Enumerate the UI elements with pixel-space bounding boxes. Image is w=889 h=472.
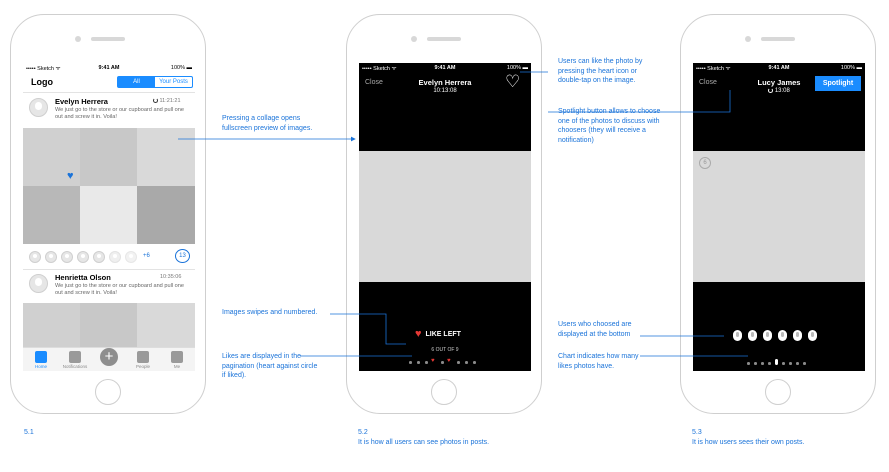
viewer-author: Lucy James xyxy=(757,78,801,87)
battery: 100% ▬ xyxy=(840,65,862,71)
liker-avatar xyxy=(77,251,89,263)
caption-5-3 xyxy=(692,428,804,447)
liker-avatar xyxy=(61,251,73,263)
page-dot[interactable] xyxy=(425,361,428,364)
chooser-avatar[interactable] xyxy=(778,330,787,341)
note-likes-pagination: Likes are displayed in the pagination (heart against circle if liked). xyxy=(222,353,318,379)
chooser-avatar[interactable] xyxy=(733,330,742,341)
post-text: We just go to the store or our cupboard and pull one out and screw it in. Voila! xyxy=(55,107,184,120)
comment-count[interactable] xyxy=(175,249,190,263)
caption-5-2-text: It is how all users can see photos in posts. xyxy=(358,438,490,446)
phone-frame-2 xyxy=(346,14,542,414)
like-left-label: LIKE LEFT xyxy=(425,331,461,338)
me-icon[interactable] xyxy=(171,351,183,363)
photo-tile[interactable] xyxy=(137,303,195,347)
battery: 100% ▬ xyxy=(170,65,192,71)
post-time: 10:35:06 xyxy=(160,274,182,280)
screen-own-post-viewer xyxy=(693,63,865,371)
photo-tile[interactable] xyxy=(137,128,195,186)
page-heart-icon[interactable]: ♥ xyxy=(447,358,451,364)
caption-5-3-number: 5.3 xyxy=(692,429,702,436)
liker-avatar xyxy=(45,251,57,263)
tab-home[interactable]: Home xyxy=(34,364,47,369)
note-collage: Pressing a collage opens fullscreen preview of images. xyxy=(222,115,313,132)
likes-chart-bar xyxy=(775,359,778,365)
viewer-author: Evelyn Herrera xyxy=(418,78,472,87)
photo-tile[interactable] xyxy=(23,303,80,347)
note-choosers: Users who choosed are displayed at the bottom xyxy=(558,321,632,338)
photo-fullscreen[interactable] xyxy=(359,151,531,282)
photo-tile[interactable] xyxy=(80,128,137,186)
liker-avatar xyxy=(29,251,41,263)
liker-avatar xyxy=(125,251,137,263)
close-button[interactable]: Close xyxy=(365,79,383,86)
speaker xyxy=(427,37,461,41)
camera xyxy=(411,36,417,42)
add-post-button[interactable]: + xyxy=(100,348,118,366)
camera xyxy=(75,36,81,42)
close-button[interactable]: Close xyxy=(699,79,717,86)
page-dot[interactable] xyxy=(465,361,468,364)
photo-fullscreen[interactable] xyxy=(693,151,865,282)
camera xyxy=(745,36,751,42)
photo-number: 6 xyxy=(703,160,707,166)
seg-all[interactable]: All xyxy=(118,77,155,87)
heart-icon[interactable]: ♥ xyxy=(67,170,74,182)
photo-tile[interactable] xyxy=(23,186,80,244)
home-button[interactable] xyxy=(765,379,791,405)
page-dot[interactable] xyxy=(409,361,412,364)
note-swipes: Images swipes and numbered. xyxy=(222,309,318,316)
likes-chart-bar xyxy=(768,362,771,365)
photo-tile[interactable] xyxy=(80,303,137,347)
chooser-avatar[interactable] xyxy=(808,330,817,341)
status-bar xyxy=(693,63,865,73)
note-like-photo: Users can like the photo by pressing the heart icon or double-tap on the image. xyxy=(558,58,643,84)
post-author[interactable]: Henrietta Olson xyxy=(55,273,111,282)
tab-people[interactable]: People xyxy=(135,364,150,369)
screen-fullscreen-viewer xyxy=(359,63,531,371)
seg-your-posts[interactable]: Your Posts xyxy=(159,79,188,85)
page-heart-icon[interactable]: ♥ xyxy=(431,358,435,364)
timer-icon xyxy=(768,88,773,93)
speaker xyxy=(761,37,795,41)
likes-chart-bar xyxy=(754,362,757,365)
caption-5-1: 5.1 xyxy=(24,429,34,436)
photo-tile[interactable] xyxy=(137,186,195,244)
carrier: ••••• Sketch ᯤ xyxy=(362,66,397,72)
clock: 9:41 AM xyxy=(434,65,456,71)
caption-5-2 xyxy=(358,428,489,447)
clock: 9:41 AM xyxy=(768,65,790,71)
avatar[interactable] xyxy=(29,98,48,117)
home-icon[interactable] xyxy=(35,351,47,363)
chooser-avatar[interactable] xyxy=(748,330,757,341)
tab-me[interactable]: Me xyxy=(173,364,181,369)
likes-chart-bar xyxy=(803,362,806,365)
choosers-row[interactable] xyxy=(693,329,865,343)
post-author[interactable]: Evelyn Herrera xyxy=(55,97,108,106)
screen-feed xyxy=(23,63,195,371)
segmented-control xyxy=(117,76,193,88)
notifications-icon[interactable] xyxy=(69,351,81,363)
page-dot[interactable] xyxy=(441,361,444,364)
likers-row[interactable] xyxy=(23,246,195,268)
speaker xyxy=(91,37,125,41)
likes-chart-bar xyxy=(761,362,764,365)
more-likers[interactable]: +6 xyxy=(143,253,150,259)
page-dot[interactable] xyxy=(473,361,476,364)
tab-bar xyxy=(23,347,195,371)
pagination[interactable] xyxy=(359,359,531,365)
photo-collage[interactable] xyxy=(23,128,195,244)
spotlight-button[interactable]: Spotlight xyxy=(815,76,861,91)
likes-chart-bar xyxy=(782,362,785,365)
carrier: ••••• Sketch ᯤ xyxy=(26,66,61,72)
image-counter: 6 OUT OF 9 xyxy=(431,347,459,353)
avatar[interactable] xyxy=(29,274,48,293)
carrier: ••••• Sketch ᯤ xyxy=(696,66,731,72)
likes-chart xyxy=(693,359,865,367)
post-text: We just go to the store or our cupboard and pull one out and screw it in. Voila! xyxy=(55,283,184,296)
comment-count-value: 13 xyxy=(179,253,186,259)
photo-number-badge xyxy=(699,157,711,169)
viewer-time xyxy=(743,88,815,94)
battery: 100% ▬ xyxy=(506,65,528,71)
broken-heart-icon: ♥ xyxy=(415,328,422,340)
viewer-time: 10:13:08 xyxy=(433,88,457,94)
phone-frame-1 xyxy=(10,14,206,414)
liker-avatar xyxy=(109,251,121,263)
people-icon[interactable] xyxy=(137,351,149,363)
chooser-avatar[interactable] xyxy=(763,330,772,341)
likes-chart-bar xyxy=(747,362,750,365)
caption-5-2-number: 5.2 xyxy=(358,429,368,436)
chooser-avatar[interactable] xyxy=(793,330,802,341)
tab-notifications[interactable]: Notifications xyxy=(62,364,88,369)
note-chart: Chart indicates how many likes photos have. xyxy=(558,353,639,370)
phone-frame-3 xyxy=(680,14,876,414)
clock: 9:41 AM xyxy=(98,65,120,71)
divider xyxy=(23,92,195,93)
liker-avatar xyxy=(93,251,105,263)
post-time-value: 11:21:21 xyxy=(159,98,181,104)
divider xyxy=(23,269,195,270)
heart-outline-icon[interactable]: ♡ xyxy=(505,72,521,91)
logo: Logo xyxy=(31,77,53,87)
likes-chart-bar xyxy=(796,362,799,365)
photo-tile[interactable] xyxy=(80,186,137,244)
page-dot[interactable] xyxy=(417,361,420,364)
home-button[interactable] xyxy=(431,379,457,405)
viewer-time-value: 13:08 xyxy=(774,88,790,94)
page-dot[interactable] xyxy=(457,361,460,364)
caption-5-3-text: It is how users sees their own posts. xyxy=(692,438,805,446)
timer-icon xyxy=(153,98,158,103)
likes-chart-bar xyxy=(789,362,792,365)
home-button[interactable] xyxy=(95,379,121,405)
like-left-badge xyxy=(415,329,461,340)
status-bar xyxy=(23,63,195,73)
note-spotlight: Spotlight button allows to choose one of the photos to discuss with choosers (they will receive a notification) xyxy=(558,108,661,144)
post-time xyxy=(153,98,181,104)
photo-collage[interactable] xyxy=(23,303,195,347)
